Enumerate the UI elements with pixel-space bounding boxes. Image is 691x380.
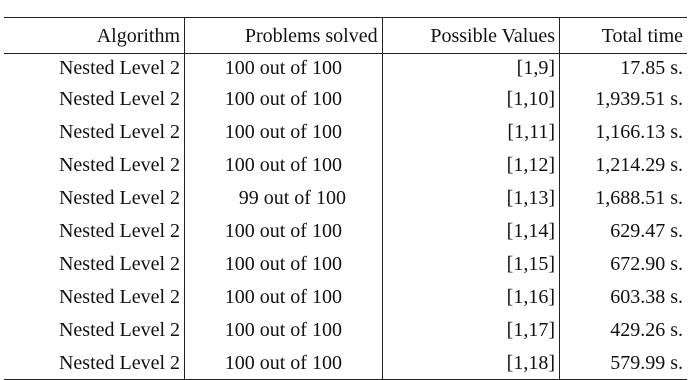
table-row xyxy=(4,313,687,346)
table-header xyxy=(4,18,687,54)
cell-algorithm: Nested Level 2 xyxy=(58,153,181,176)
header-total-time: Total time xyxy=(560,18,688,54)
header-row xyxy=(4,18,687,54)
cell-algorithm: Nested Level 2 xyxy=(4,346,185,380)
cell-problems-solved: 100 out of 100 xyxy=(185,82,383,115)
cell-possible-values: [1,14] xyxy=(382,214,559,247)
cell-total-time: 429.26 s. xyxy=(560,313,688,346)
cell-problems-solved: 100 out of 100 xyxy=(185,280,383,313)
table-row xyxy=(4,54,687,83)
header-algorithm: Algorithm xyxy=(4,18,185,54)
cell-total-time: 1,166.13 s. xyxy=(560,115,688,148)
cell-algorithm: Nested Level 2 xyxy=(58,252,181,275)
cell-possible-values: [1,10] xyxy=(382,82,559,115)
results-table xyxy=(4,17,687,380)
cell-total-time: 579.99 s. xyxy=(560,346,688,380)
cell-problems-solved: 100 out of 100 xyxy=(185,148,383,181)
cell-problems-solved: 100 out of 100 xyxy=(185,346,383,380)
cell-possible-values: [1,17] xyxy=(382,313,559,346)
cell-algorithm: Nested Level 2 xyxy=(58,219,181,242)
table-row xyxy=(4,214,687,247)
table-row xyxy=(4,82,687,115)
cell-problems-solved: 100 out of 100 xyxy=(185,115,383,148)
cell-total-time: 1,688.51 s. xyxy=(560,181,688,214)
cell-algorithm: Nested Level 2 xyxy=(58,87,181,110)
cell-possible-values: [1,11] xyxy=(382,115,559,148)
table-row xyxy=(4,280,687,313)
cell-total-time: 629.47 s. xyxy=(560,214,688,247)
cell-total-time: 672.90 s. xyxy=(560,247,688,280)
table-row xyxy=(4,115,687,148)
cell-possible-values: [1,15] xyxy=(382,247,559,280)
table-row xyxy=(4,148,687,181)
cell-algorithm: Nested Level 2 xyxy=(58,57,181,79)
cell-total-time: 1,939.51 s. xyxy=(560,82,688,115)
cell-algorithm: Nested Level 2 xyxy=(58,120,181,143)
table-body xyxy=(4,54,687,380)
table-row xyxy=(4,247,687,280)
cell-algorithm: Nested Level 2 xyxy=(58,186,181,209)
cell-possible-values: [1,18] xyxy=(382,346,559,380)
cell-algorithm: Nested Level 2 xyxy=(58,318,181,341)
cell-problems-solved: 99 out of 100 xyxy=(185,181,383,214)
cell-problems-solved: 100 out of 100 xyxy=(185,247,383,280)
cell-possible-values: [1,16] xyxy=(382,280,559,313)
cell-problems-solved: 100 out of 100 xyxy=(185,313,383,346)
cell-problems-solved: 100 out of 100 xyxy=(185,54,383,83)
header-problems-solved: Problems solved xyxy=(185,18,383,54)
table-row xyxy=(4,181,687,214)
cell-total-time: 1,214.29 s. xyxy=(560,148,688,181)
table-row xyxy=(4,346,687,380)
cell-possible-values: [1,13] xyxy=(382,181,559,214)
cell-possible-values: [1,12] xyxy=(382,148,559,181)
cell-problems-solved: 100 out of 100 xyxy=(185,214,383,247)
cell-total-time: 603.38 s. xyxy=(560,280,688,313)
cell-total-time: 17.85 s. xyxy=(560,54,688,83)
cell-algorithm: Nested Level 2 xyxy=(58,285,181,308)
header-possible-values: Possible Values xyxy=(382,18,559,54)
cell-possible-values: [1,9] xyxy=(382,54,559,83)
